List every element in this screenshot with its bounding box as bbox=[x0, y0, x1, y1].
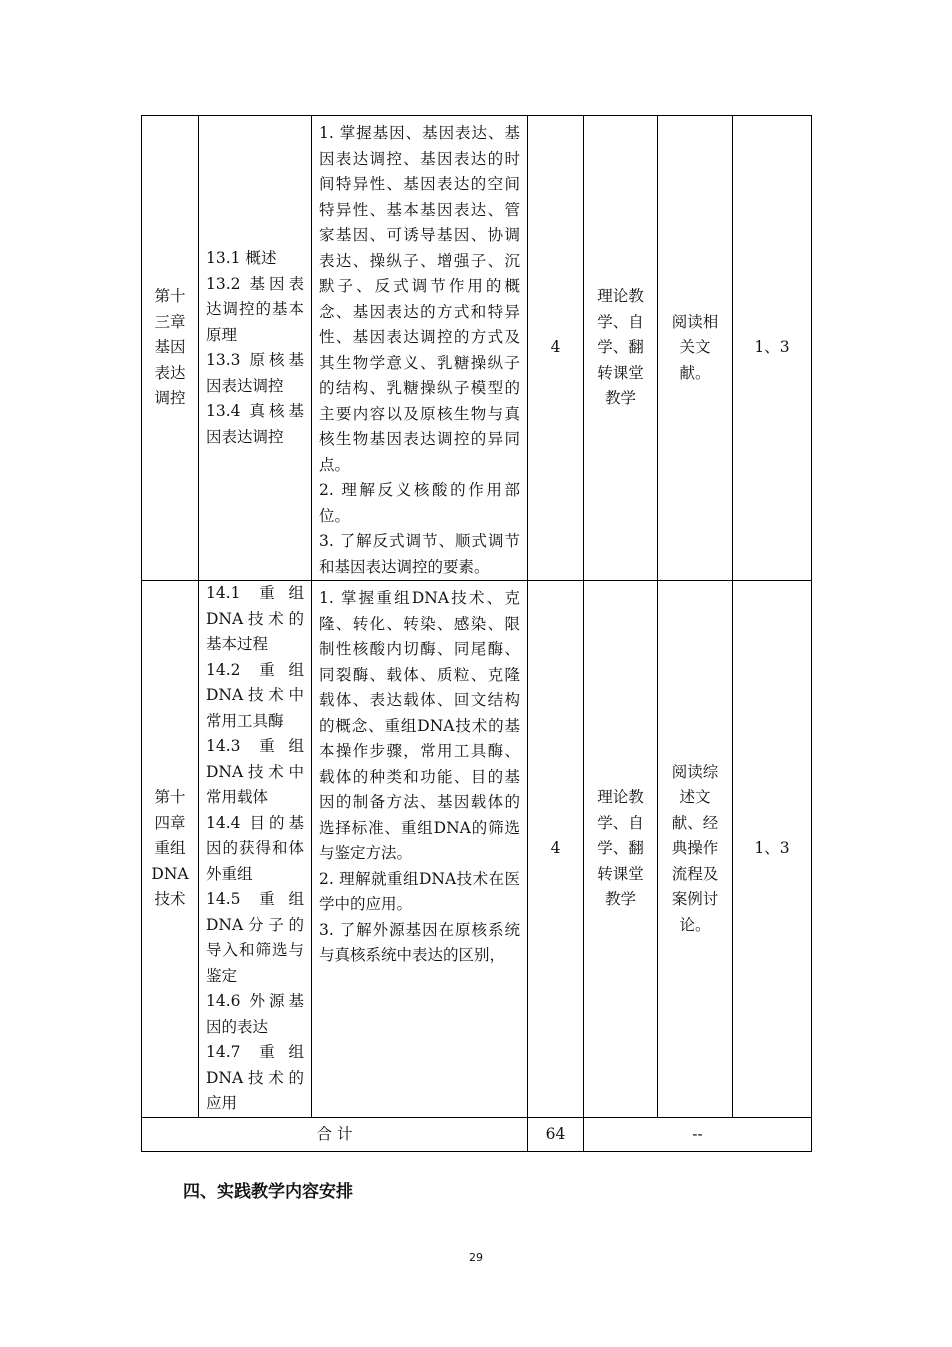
objectives-cell: 1、3 bbox=[733, 116, 812, 581]
assignment-line: 献、经 bbox=[671, 813, 719, 832]
requirements-cell bbox=[312, 581, 528, 1118]
assignment-line: 关文 bbox=[679, 338, 711, 357]
requirements-line: 3. 了解反式调节、顺式调节和基因表达调控的要素。 bbox=[319, 532, 520, 576]
chapter-name-cell bbox=[142, 581, 199, 1118]
section-list-line: 14.2 重组DNA技术中常用工具酶 bbox=[206, 660, 304, 730]
section-heading: 四、实践教学内容安排 bbox=[183, 1182, 353, 1202]
total-rest: -- bbox=[584, 1118, 812, 1152]
chapter-name-line: 三章 bbox=[154, 312, 186, 331]
total-label: 合 计 bbox=[142, 1118, 528, 1152]
chapter-name-line: 第十 bbox=[154, 788, 186, 807]
section-list-line: 13.2 基因表达调控的基本原理 bbox=[206, 274, 304, 344]
requirements-cell bbox=[312, 116, 528, 581]
assignment-line: 流程及 bbox=[671, 864, 719, 883]
teaching-method-line: 学、自 bbox=[597, 312, 644, 331]
section-list-line: 14.1 重组DNA技术的基本过程 bbox=[206, 584, 304, 654]
assignment-line: 论。 bbox=[679, 915, 711, 934]
section-list-line: 14.5 重组DNA分子的导入和筛选与鉴定 bbox=[206, 890, 304, 985]
teaching-method-line: 教学 bbox=[604, 890, 636, 909]
teaching-method-line: 转课堂 bbox=[597, 363, 644, 382]
assignment-line: 献。 bbox=[679, 363, 711, 382]
teaching-method-cell bbox=[584, 581, 658, 1118]
section-list-line: 13.4 真核基因表达调控 bbox=[206, 402, 304, 446]
requirements-line: 3. 了解外源基因在原核系统与真核系统中表达的区别， bbox=[319, 920, 520, 964]
hours-cell: 4 bbox=[528, 116, 584, 581]
page-number: 29 bbox=[469, 1251, 483, 1264]
section-list-line: 13.1 概述 bbox=[206, 249, 277, 267]
total-row bbox=[142, 1118, 812, 1152]
chapter-name-cell bbox=[142, 116, 199, 581]
assignment-line: 案例讨 bbox=[671, 890, 719, 909]
chapter-name-line: DNA bbox=[151, 864, 189, 883]
assignment-line: 阅读综 bbox=[671, 762, 719, 781]
chapter-name-line: 重组 bbox=[154, 839, 186, 858]
teaching-method-line: 学、翻 bbox=[597, 839, 644, 858]
requirements-line: 1. 掌握基因、基因表达、基因表达调控、基因表达的时间特异性、基因表达的空间特异性、基本基因表达、管家基因、可诱导基因、协调表达、操纵子、增强子、沉默子、反式调节作用的概念、基因表达的方式和特异性、基因表达调控的方式及其生物学意义、乳糖操纵子的结构、乳糖操纵子模型的主要内容以及原核生物与真核生物基因表达调控的异同点。 bbox=[319, 124, 520, 474]
section-list-cell bbox=[199, 581, 312, 1118]
section-list-cell bbox=[199, 116, 312, 581]
section-list-line: 14.7 重组DNA技术的应用 bbox=[206, 1043, 304, 1113]
section-list-line: 14.4 目的基因的获得和体外重组 bbox=[206, 813, 304, 883]
assignment-cell bbox=[658, 116, 733, 581]
objectives-cell: 1、3 bbox=[733, 581, 812, 1118]
teaching-method-line: 教学 bbox=[604, 389, 636, 408]
syllabus-table bbox=[141, 115, 812, 1152]
teaching-method-line: 理论教 bbox=[597, 287, 644, 306]
hours-cell: 4 bbox=[528, 581, 584, 1118]
requirements-line: 2. 理解反义核酸的作用部位。 bbox=[319, 481, 520, 525]
section-list-line: 13.3 原核基因表达调控 bbox=[206, 351, 304, 395]
requirements-line: 2. 理解就重组DNA技术在医学中的应用。 bbox=[319, 869, 520, 913]
requirements-line: 1. 掌握重组DNA技术、克隆、转化、转染、感染、限制性核酸内切酶、同尾酶、同裂酶、载体、质粒、克隆载体、表达载体、回文结构的概念、重组DNA技术的基本操作步骤，常用工具酶、载体的种类和功能、目的基因的制备方法、基因载体的选择标准、重组DNA的筛选与鉴定方法。 bbox=[319, 589, 520, 862]
section-list-line: 14.6 外源基因的表达 bbox=[206, 992, 304, 1036]
chapter-name-line: 表达 bbox=[154, 363, 186, 382]
teaching-method-line: 学、翻 bbox=[597, 338, 644, 357]
chapter-name-line: 四章 bbox=[154, 813, 186, 832]
assignment-line: 典操作 bbox=[671, 839, 719, 858]
section-list-line: 14.3 重组DNA技术中常用载体 bbox=[206, 737, 304, 807]
chapter-name-line: 调控 bbox=[154, 389, 186, 408]
chapter-name-line: 第十 bbox=[154, 287, 186, 306]
chapter-name-line: 基因 bbox=[154, 338, 186, 357]
total-hours: 64 bbox=[528, 1118, 584, 1152]
teaching-method-line: 转课堂 bbox=[597, 864, 644, 883]
teaching-method-cell bbox=[584, 116, 658, 581]
chapter-name-line: 技术 bbox=[154, 890, 186, 909]
assignment-line: 述文 bbox=[679, 788, 711, 807]
table-row bbox=[142, 581, 812, 1118]
assignment-line: 阅读相 bbox=[671, 312, 719, 331]
table-row bbox=[142, 116, 812, 581]
teaching-method-line: 理论教 bbox=[597, 788, 644, 807]
assignment-cell bbox=[658, 581, 733, 1118]
teaching-method-line: 学、自 bbox=[597, 813, 644, 832]
